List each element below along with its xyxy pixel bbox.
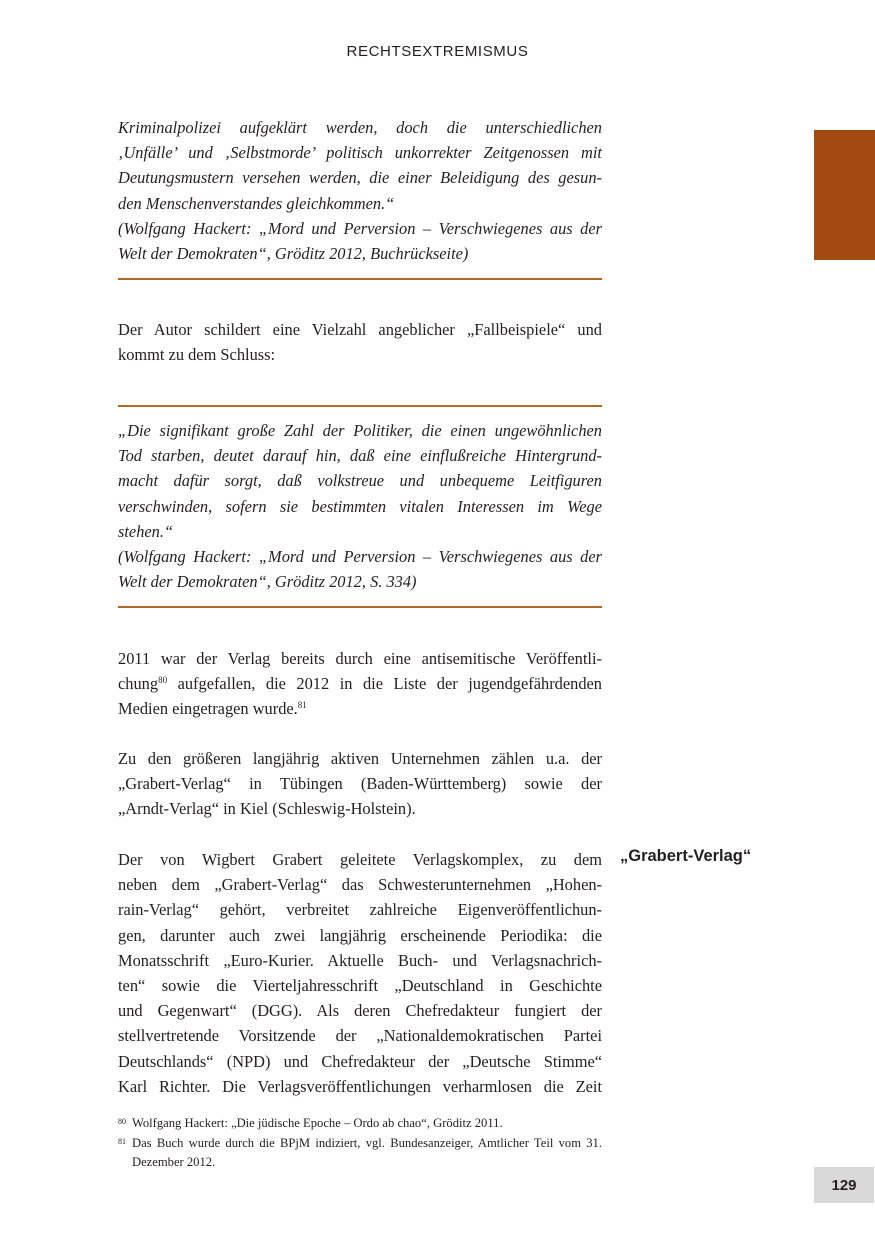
running-title: RECHTSEXTREMISMUS <box>346 43 529 60</box>
paragraph-3 <box>118 746 602 822</box>
page-number: 129 <box>814 1167 874 1203</box>
text-line: stellvertretende Vorsitzende der „Nationaldemokratischen Partei <box>118 1026 602 1046</box>
footnote-text: Das Buch wurde durch die BPjM indiziert, vgl. Bundesanzeiger, Amtlicher Teil vom 31. Dezember 2012. <box>132 1136 602 1169</box>
footnote-text: Wolfgang Hackert: „Die jüdische Epoche – Ordo ab chao“, Gröditz 2011. <box>132 1116 503 1130</box>
text-line: 2011 war der Verlag bereits durch eine antisemitische Veröffentli- <box>118 649 602 668</box>
text-line: Medien eingetragen wurde.$^{81}$ <box>118 699 307 719</box>
quote-block-2 <box>118 418 602 594</box>
text-line: neben dem „Grabert-Verlag“ das Schwesterunternehmen „Hohen- <box>118 875 602 895</box>
text-line: und Gegenwart“ (DGG). Als deren Chefredakteur fungiert der <box>118 1001 602 1021</box>
quote-line: den Menschenverstandes gleichkommen.“ <box>118 193 395 213</box>
quote-line: Deutungsmustern versehen werden, die einer Beleidigung des gesun- <box>118 168 602 188</box>
text-line: „Arndt-Verlag“ in Kiel (Schleswig-Holstein). <box>118 799 416 819</box>
quote-line: stehen.“ <box>118 521 174 541</box>
margin-note: „Grabert-Verlag“ <box>620 847 752 865</box>
text-line: Karl Richter. Die Verlagsveröffentlichungen verharmlosen die Zeit <box>118 1076 602 1096</box>
text-line: Zu den größeren langjährig aktiven Unternehmen zählen u.a. der <box>118 749 602 768</box>
quote-source-line: Welt der Demokraten“, Gröditz 2012, S. 334) <box>118 572 417 592</box>
footnote-ref-80[interactable]: 80 <box>158 675 168 686</box>
text-line: kommt zu dem Schluss: <box>118 345 276 365</box>
text-line: Monatsschrift „Euro-Kurier. Aktuelle Buch- und Verlagsnachrich- <box>118 950 602 970</box>
quote-line: verschwinden, sofern sie bestimmten vitalen Interessen im Wege <box>118 496 602 516</box>
paragraph-2 <box>118 646 602 722</box>
footnote-81 <box>118 1134 602 1172</box>
chapter-tab-marker <box>814 130 875 260</box>
paragraph-4 <box>118 847 602 1099</box>
quote-block-1 <box>118 115 602 266</box>
text-line: rain-Verlag“ gehört, verbreitet zahlreiche Eigenveröffentlichun- <box>118 900 602 920</box>
footnotes <box>118 1114 602 1172</box>
footnote-number: 80 <box>118 1117 126 1126</box>
text-line: Der von Wigbert Grabert geleitete Verlagskomplex, zu dem <box>118 850 602 869</box>
text-line: ten“ sowie die Vierteljahresschrift „Deutschland in Geschichte <box>118 976 602 996</box>
quote-line: Kriminalpolizei aufgeklärt werden, doch die unterschiedlichen <box>118 118 602 137</box>
quote-line: macht dafür sorgt, daß volkstreue und unbequeme Leitfiguren <box>118 471 602 491</box>
quote-source-line: (Wolfgang Hackert: „Mord und Perversion – Verschwiegenes aus der <box>118 547 602 567</box>
footnote-80 <box>118 1114 602 1133</box>
quote-source-line: (Wolfgang Hackert: „Mord und Perversion – Verschwiegenes aus der <box>118 218 602 238</box>
footnote-ref-81[interactable]: 81 <box>297 700 307 711</box>
quote-rule <box>118 606 602 608</box>
quote-line: „Die signifikant große Zahl der Politiker, die einen ungewöhnlichen <box>118 421 602 440</box>
text-line: Der Autor schildert eine Vielzahl angeblicher „Fallbeispiele“ und <box>118 320 602 339</box>
quote-line: ‚Unfälle’ und ‚Selbstmorde’ politisch unkorrekter Zeitgenossen mit <box>118 143 602 163</box>
quote-line: Tod starben, deutet darauf hin, daß eine einflußreiche Hintergrund- <box>118 446 602 466</box>
quote-rule <box>118 278 602 280</box>
text-line: Deutschlands“ (NPD) und Chefredakteur der „Deutsche Stimme“ <box>118 1051 602 1071</box>
footnote-number: 81 <box>118 1137 126 1146</box>
quote-source-line: Welt der Demokraten“, Gröditz 2012, Buchrückseite) <box>118 244 469 264</box>
quote-rule <box>118 405 602 407</box>
text-line: chung$^{80}$ aufgefallen, die 2012 in die Liste der jugendgefährdenden <box>118 674 602 694</box>
text-line: „Grabert-Verlag“ in Tübingen (Baden-Württemberg) sowie der <box>118 774 602 794</box>
paragraph-1 <box>118 317 602 367</box>
text-line: gen, darunter auch zwei langjährig erscheinende Periodika: die <box>118 925 602 945</box>
